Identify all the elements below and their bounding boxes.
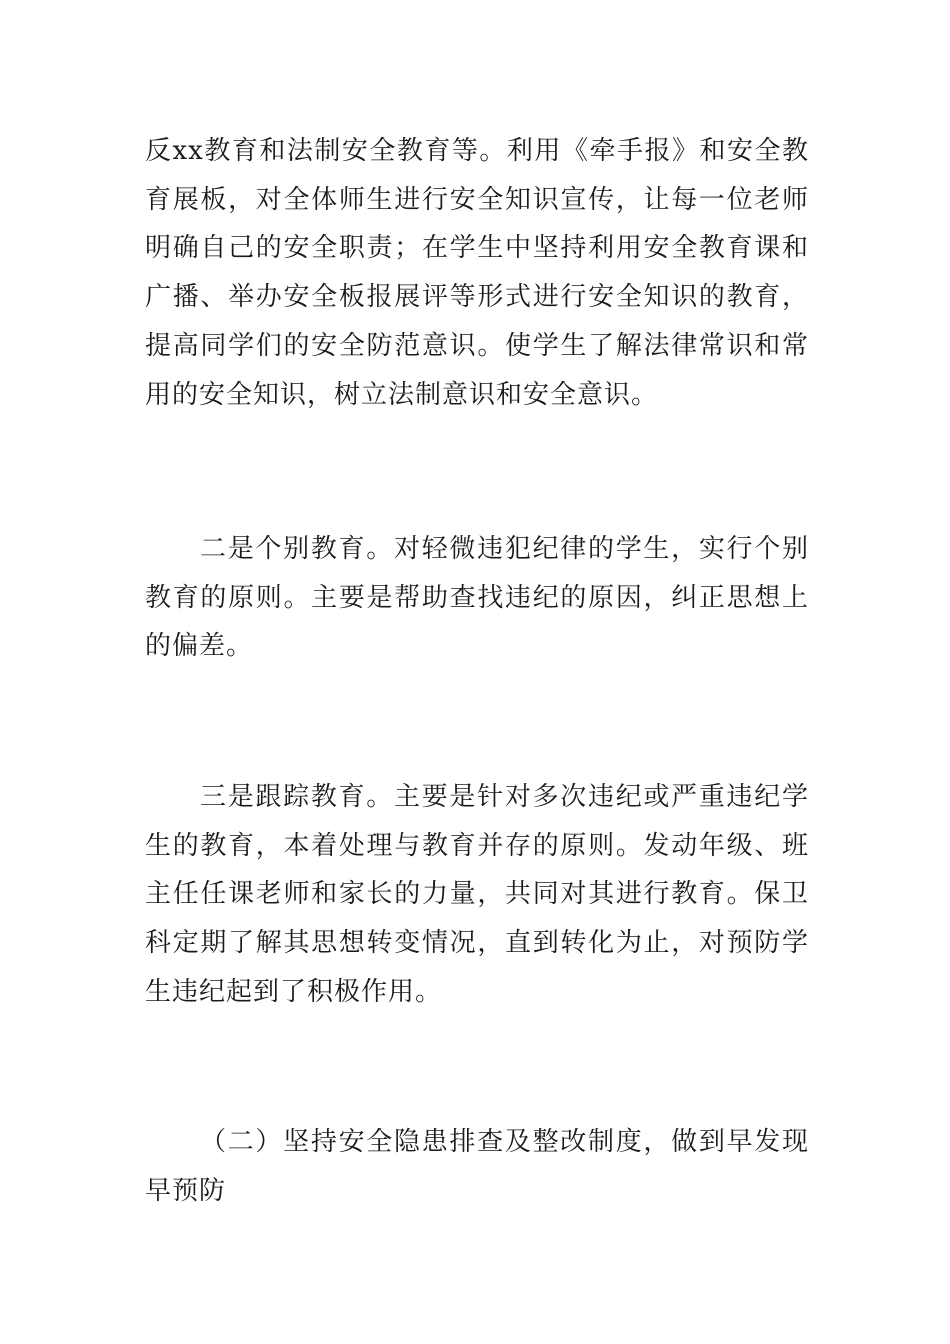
paragraph-safety-education: 反xx教育和法制安全教育等。利用《牵手报》和安全教育展板，对全体师生进行安全知识宣传，让每一位老师明确自己的安全职责；在学生中坚持利用安全教育课和广播、举办安全板报展评等形式进行安全知识的教育，提高同学们的安全防范意识。使学生了解法律常识和常用的安全知识，树立法制意识和安全意识。 xyxy=(145,136,809,410)
paragraph-individual-education: 二是个别教育。对轻微违犯纪律的学生，实行个别教育的原则。主要是帮助查找违纪的原因，纠正思想上的偏差。 xyxy=(145,534,809,662)
paragraph-tracking-education: 三是跟踪教育。主要是针对多次违纪或严重违纪学生的教育，本着处理与教育并存的原则。发动年级、班主任任课老师和家长的力量，共同对其进行教育。保卫科定期了解其思想转变情况，直到转化为止，对预防学生违纪起到了积极作用。 xyxy=(145,782,809,1007)
section-heading-hazard-inspection: （二）坚持安全隐患排查及整改制度，做到早发现早预防 xyxy=(145,1127,809,1206)
